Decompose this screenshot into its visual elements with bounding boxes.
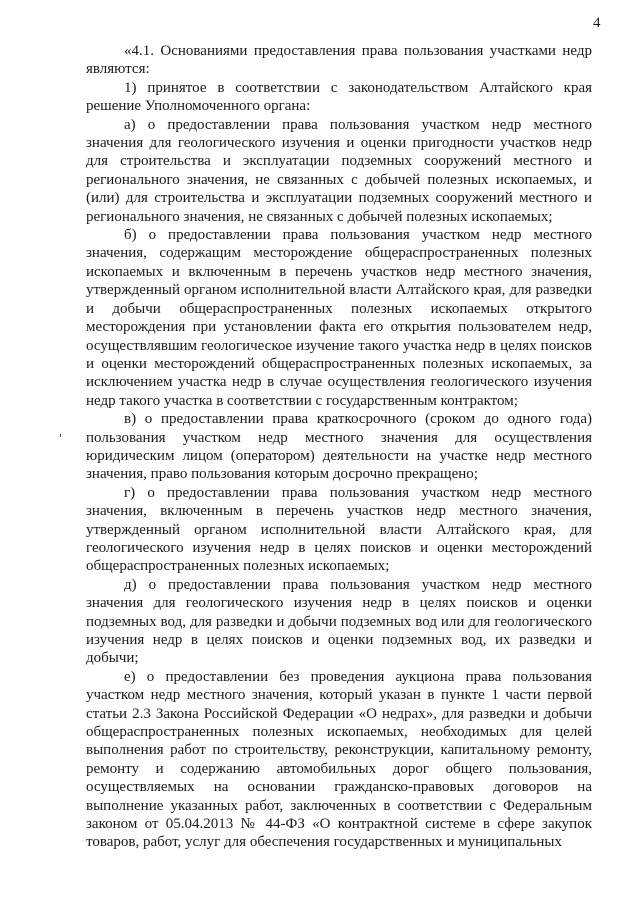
paragraph-intro: «4.1. Основаниями предоставления права пользования участками недр являются: xyxy=(86,43,592,78)
scan-mark xyxy=(60,434,61,437)
paragraph-item-1: 1) принятое в соответствии с законодательством Алтайского края решение Уполномоченного органа: xyxy=(86,79,592,115)
document-body xyxy=(86,42,592,852)
paragraph-item-b: б) о предоставлении права пользования участком недр местного значения, содержащим месторождение общераспространенных полезных ископаемых и включенным в перечень участков недр местного значения, утвержденный органом исполнительной власти Алтайского края, для разведки и добычи общераспространенных полезных ископаемых открытого месторождения при установлении факта его открытия пользователем недр, осуществлявшим геологическое изучение такого участка недр в целях поисков и оценки месторождений общераспространенных полезных ископаемых, за исключением участка недр в случае осуществления геологического изучения недр такого участка в соответствии с государственным контрактом; xyxy=(86,227,592,409)
paragraph-item-a: а) о предоставлении права пользования участком недр местного значения для геологического изучения и оценки пригодности участков недр для строительства и эксплуатации подземных сооружений местного и регионального значения, не связанных с добычей полезных ископаемых, и (или) для строительства и эксплуатации подземных сооружений местного и регионального значения, не связанных с добычей полезных ископаемых; xyxy=(86,116,592,225)
paragraph-item-e: е) о предоставлении без проведения аукциона права пользования участком недр местного значения, который указан в пункте 1 части первой статьи 2.3 Закона Российской Федерации «О недрах», для разведки и добычи общераспространенных полезных ископаемых, необходимых для целей выполнения работ по строительству, реконструкции, капитальному ремонту, ремонту и содержанию автомобильных дорог общего пользования, осуществляемых на основании гражданско-правовых договоров на выполнение указанных работ, заключенных в соответствии с Федеральным законом от 05.04.2013 № 44-ФЗ «О контрактной системе в сфере закупок товаров, работ, услуг для обеспечения государственных и муниципальных xyxy=(86,668,592,851)
paragraph-item-g: г) о предоставлении права пользования участком недр местного значения, включенным в перечень участков недр местного значения, утвержденный органом исполнительной власти Алтайского края, для геологического изучения недр в целях поисков и оценки месторождений общераспространенных полезных ископаемых; xyxy=(86,484,592,575)
page-number: 4 xyxy=(593,15,601,31)
paragraph-item-v: в) о предоставлении права краткосрочного (сроком до одного года) пользования участком недр местного значения для осуществления юридическим лицом (оператором) деятельности на участке недр местного значения, право пользования которым досрочно прекращено; xyxy=(86,411,592,483)
paragraph-item-d: д) о предоставлении права пользования участком недр местного значения для геологического изучения недр в целях поисков и оценки подземных вод, для разведки и добычи подземных вод или для геологического изучения недр в целях поисков и оценки подземных вод, их разведки и добычи; xyxy=(86,576,592,667)
